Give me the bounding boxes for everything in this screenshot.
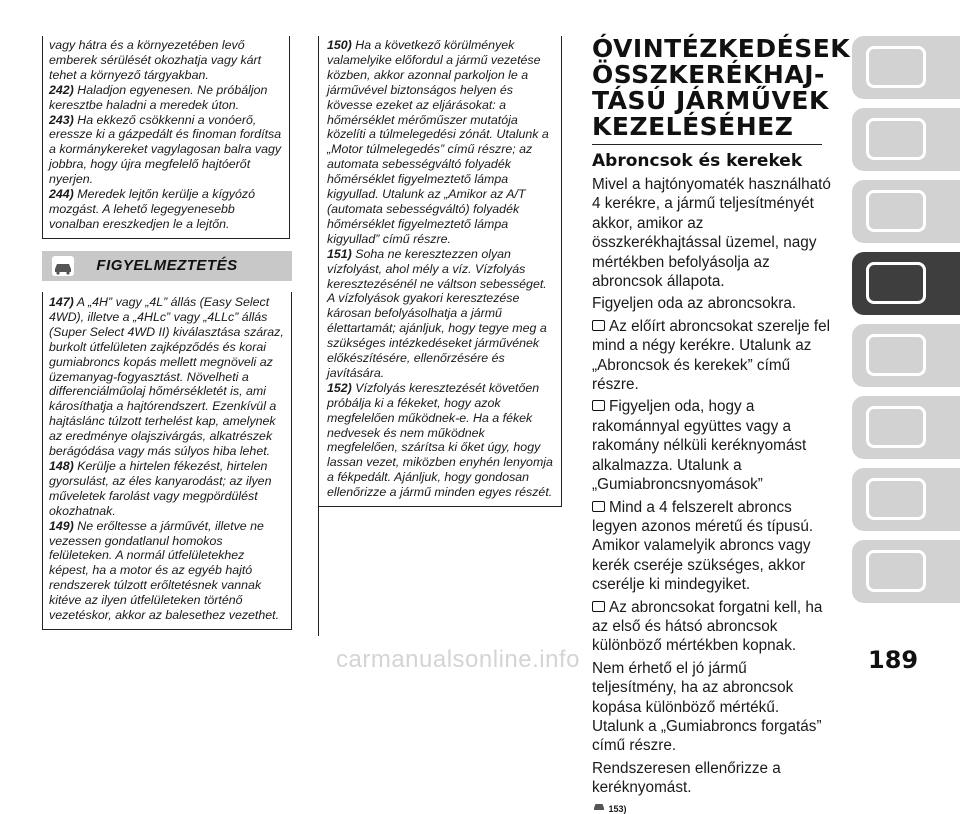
car-service-icon <box>866 406 926 448</box>
step-text: Ha ekkező csökkenni a vonóerő, eressze ki a gázpedált és finoman fordítsa a kormánykereket vagylagosan balra vagy jobbra, hogy újra megfelelő hajtóerőt nyerjen. <box>49 112 282 187</box>
step-243 <box>49 113 283 188</box>
tab-specs[interactable] <box>852 468 960 531</box>
step-242 <box>49 83 283 113</box>
warning-item <box>49 459 285 519</box>
index-letters-icon <box>866 550 926 592</box>
checkbox-bullet-icon <box>592 501 605 512</box>
heading-rule <box>592 144 822 145</box>
watermark: carmanualsonline.info <box>336 646 580 673</box>
footnote-number: 153) <box>608 803 627 814</box>
warning-text: Soha ne keresztezzen olyan vízfolyást, ahol mély a víz. Vízfolyás keresztezésénél ne váltson sebességet. A vízfolyások gyakori keresztezése károsan befolyásolhatja a jármű élettartamát; ajánljuk, hogy tegye meg a szükséges intézkedéseket járművének előkészítésére, ellenőrzésére és javítására. <box>327 246 547 380</box>
warning-text: Vízfolyás keresztezését követően próbálja ki a fékeket, hogy azok megfelelően működnek-e. Ha a fékek nedvesek és nem működnek megfelelően, szárítsa ki őket úgy, hogy lassan vezet, miközben enyhén lenyomja a fékpedált. Ajánljuk, hogy gondosan ellenőrizze a jármű minden egyes részét. <box>327 380 553 500</box>
intro-paragraph: Mivel a hajtónyomaték használható 4 kerékre, a jármű teljesítményét akkor, amikor az összkerékhajtással üzemel, nagy mértékben befolyásolja az abroncsok állapota. <box>592 176 831 291</box>
bullet-item <box>592 598 832 656</box>
lead-text: vagy hátra és a környezetében levő emberek sérülését okozhatja vagy kárt tehet a környező tárgyakban. <box>49 38 262 82</box>
paragraph: Nem érhető el jó jármű teljesítmény, ha az abroncsok kopása különböző mértékű. Utalunk a „Gumiabroncs forgatás” című részre. <box>592 659 822 755</box>
bullet-item <box>592 317 832 395</box>
warning-text: Ha a következő körülmények valamelyike előfordul a jármű vezetése közben, akkor azonnal parkoljon le a járművével biztonságos helyen és kövesse ezeket az eljárásokat: a hőmérséklet mérőműszer mutatója közelíti a túlmelegedési zónát. Utalunk a „Motor túlmelegedés” című részre; az automata sebességváltó folyadék hőmérséklet figyelmeztető lámpa kigyullad. Utalunk az „Amikor az A/T (automata sebességváltó) folyadék hőmérséklet figyelmeztető lámpa kigyullad” című részre. <box>327 38 549 246</box>
bullet-text: Figyeljen oda, hogy a rakománnyal együttes vagy a rakomány nélküli keréknyomást alkalmazza. Utalunk a „Gumiabroncsnyomások” <box>592 398 807 494</box>
steering-wheel-icon <box>866 262 926 304</box>
warning-item <box>49 295 285 459</box>
warning-number: 152) <box>327 380 352 395</box>
tab-index[interactable] <box>852 540 960 603</box>
car-front-icon <box>866 46 926 88</box>
tab-instruments[interactable] <box>852 108 960 171</box>
column-left <box>42 36 290 239</box>
subsection-heading: Abroncsok és kerekek <box>592 151 803 171</box>
tab-dashboard[interactable] <box>852 36 960 99</box>
warning-item <box>327 38 555 247</box>
warning-triangle-icon <box>866 334 926 376</box>
tab-driving[interactable] <box>852 252 960 315</box>
footnote-ref <box>592 801 832 814</box>
warning-item <box>327 247 555 381</box>
bullet-text: Mind a 4 felszerelt abroncs legyen azonos méretű és típusú. Amikor valamelyik abroncs vagy kerék cseréje szükséges, akkor cserélje ki mindegyiket. <box>592 498 814 594</box>
warning-item <box>49 519 285 623</box>
warning-number: 147) <box>49 295 74 309</box>
warning-text: A „4H” vagy „4L” állás (Easy Select 4WD), illetve a „4HLc” vagy „4LLc” állás (Super Select 4WD II) kiválasztása száraz, burkolt útfelületen zajképződés és korai gumiabroncs kopás mellett megnöveli az üzemanyag-fogyasztást. Növelheti a differenciálműolaj hőmérsékletét is, ami károsíthatja a hajtórendszert. Ezenkívül a hajtáslánc túlzott terhelést kap, amelynek az eredménye olajszivárgás, alkatrészek berágódása vagy más súlyos hiba lehet. <box>49 295 284 459</box>
step-244 <box>49 187 283 232</box>
step-number: 244) <box>49 187 74 202</box>
section-heading: ÓVINTÉZKEDÉSEK ÖSSZKERÉKHAJ-TÁSÚ JÁRMŰVEK KEZELÉSÉHEZ <box>592 34 851 141</box>
bullet-item <box>592 498 832 595</box>
warning-continuation <box>318 36 562 507</box>
column-right <box>592 34 851 814</box>
car-warning-icon <box>592 801 606 812</box>
warning-number: 151) <box>327 246 352 261</box>
lead-paragraph: Figyeljen oda az abroncsokra. <box>592 295 797 313</box>
warning-header <box>42 251 292 281</box>
warning-number: 149) <box>49 518 74 533</box>
airbag-icon <box>866 190 926 232</box>
tab-safety[interactable] <box>852 180 960 243</box>
warning-text: Ne erőltesse a járművét, illetve ne vezessen gondatlanul homokos felületeken. A normál útfelületekhez képest, ha a motor és az egyéb hajtó rendszerek túlzott erőltetésnek vannak kitéve az ilyen útfelületeken történő vezetéskor, akkor az balesethez vezethet. <box>49 518 280 623</box>
page-number: 189 <box>868 646 919 674</box>
warning-text: Kerülje a hirtelen fékezést, hirtelen gyorsulást, az éles kanyarodást; az ilyen műveletek farolást vagy megpördülést okozhatnak. <box>49 458 272 518</box>
paragraph: Rendszeresen ellenőrizze a keréknyomást. <box>592 759 781 797</box>
step-text: Haladjon egyenesen. Ne próbáljon keresztbe haladni a meredek úton. <box>49 82 268 112</box>
tab-emergency[interactable] <box>852 324 960 387</box>
bullet-text: Az abroncsokat forgatni kell, ha az első és hátsó abroncsok különböző mértékben kopnak. <box>592 598 823 655</box>
text-block <box>42 36 290 239</box>
chapter-tabs <box>852 36 960 612</box>
column-divider <box>318 36 319 636</box>
warning-title: FIGYELMEZTETÉS <box>96 257 238 274</box>
gauge-icon <box>866 118 926 160</box>
bullet-item <box>592 397 832 494</box>
checkbox-bullet-icon <box>592 601 605 612</box>
step-number: 242) <box>49 82 74 97</box>
step-text: Meredek lejtőn kerülje a kígyózó mozgást. A lehető legegyenesebb vonalban ereszkedjen le a lejtőn. <box>49 187 255 231</box>
tab-maintenance[interactable] <box>852 396 960 459</box>
warning-item <box>327 381 555 500</box>
warning-number: 148) <box>49 458 74 473</box>
bullet-text: Az előírt abroncsokat szerelje fel mind a négy kerékre. Utalunk az „Abroncsok és kerekek” című részre. <box>592 317 831 394</box>
checkbox-bullet-icon <box>592 320 605 331</box>
checkbox-bullet-icon <box>592 400 605 411</box>
step-number: 243) <box>49 112 74 127</box>
column-middle <box>318 36 562 507</box>
car-specs-icon <box>866 478 926 520</box>
warning-box <box>42 292 292 630</box>
warning-number: 150) <box>327 38 352 52</box>
